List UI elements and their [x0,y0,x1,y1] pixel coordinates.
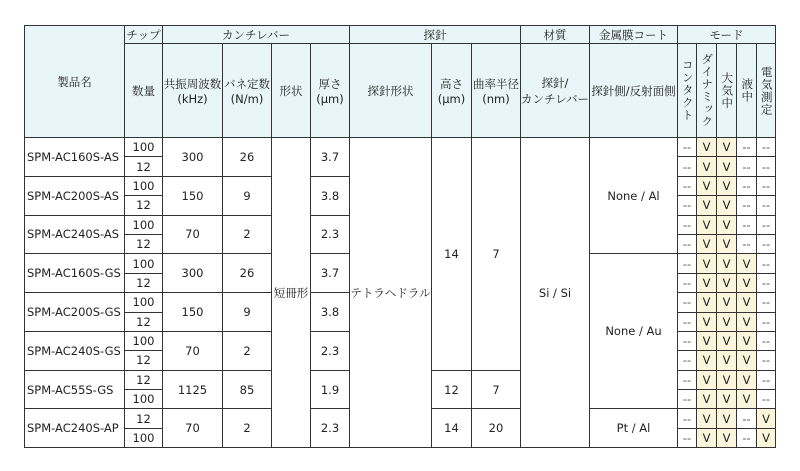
mode-label: コンタクト [680,59,695,122]
mode-cell: V [697,293,717,312]
mode-cell: V [737,293,757,312]
resonant-frequency: 300 [163,138,223,177]
mode-cell: V [737,254,757,273]
mode-cell: -- [678,273,697,292]
coating: Pt / Al [590,409,678,448]
product-name: SPM-AC200S-GS [25,293,125,332]
mode-cell: -- [678,293,697,312]
spring-constant: 2 [223,331,272,370]
mode-cell: V [717,331,737,350]
product-name: SPM-AC200S-AS [25,176,125,215]
mode-cell: -- [678,351,697,370]
chip-qty: 12 [125,312,163,331]
header-material: 材質 [521,26,590,44]
resonant-frequency: 150 [163,176,223,215]
coating: None / Al [590,138,678,254]
chip-qty: 12 [125,157,163,176]
mode-cell: -- [678,157,697,176]
mode-cell: V [697,176,717,195]
mode-cell: V [697,390,717,409]
tip-radius: 20 [472,409,521,448]
header-spring: バネ定数 (N/m) [223,44,272,138]
probe-height: 14 [432,138,472,371]
probe-height: 14 [432,409,472,448]
mode-cell: V [697,428,717,447]
mode-cell: -- [757,234,776,253]
resonant-frequency: 70 [163,409,223,448]
mode-cell: -- [757,390,776,409]
mode-cell: -- [678,390,697,409]
chip-qty: 100 [125,215,163,234]
mode-cell: -- [678,409,697,428]
mode-cell: -- [757,138,776,157]
mode-cell: -- [757,176,776,195]
mode-label: 電気測定 [759,65,774,116]
product-name: SPM-AC240S-AP [25,409,125,448]
header-material-sub: 探針/ カンチレバー [521,44,590,138]
mode-cell: -- [737,138,757,157]
header-mode: モード [678,26,776,44]
header-height: 高さ (μm) [432,44,472,138]
mode-cell: V [737,370,757,389]
header-coating-sub: 探針側/反射面側 [590,44,678,138]
header-product: 製品名 [25,26,125,138]
mode-cell: -- [757,273,776,292]
mode-cell: V [697,215,717,234]
mode-cell: -- [737,215,757,234]
mode-cell: V [737,273,757,292]
product-name: SPM-AC240S-GS [25,331,125,370]
mode-cell: V [697,234,717,253]
product-name: SPM-AC240S-AS [25,215,125,254]
chip-qty: 100 [125,331,163,350]
mode-cell: -- [737,176,757,195]
mode-cell: V [717,234,737,253]
mode-cell: V [697,254,717,273]
spring-constant: 85 [223,370,272,409]
header-shape: 形状 [272,44,311,138]
cantilever-shape: 短冊形 [272,138,311,448]
thickness: 2.3 [311,331,350,370]
chip-qty: 100 [125,428,163,447]
mode-cell: V [737,312,757,331]
mode-cell: V [737,351,757,370]
spec-table [24,25,776,448]
thickness: 3.7 [311,138,350,177]
mode-cell: -- [757,157,776,176]
resonant-frequency: 70 [163,331,223,370]
chip-qty: 12 [125,273,163,292]
mode-cell: -- [678,331,697,350]
spring-constant: 9 [223,176,272,215]
header-qty: 数量 [125,44,163,138]
mode-cell: V [717,390,737,409]
thickness: 2.3 [311,409,350,448]
table-row [25,138,776,157]
mode-cell: -- [678,138,697,157]
header-chip: チップ [126,27,161,42]
mode-cell: V [697,351,717,370]
mode-cell: -- [757,331,776,350]
header-mode-electric [757,44,776,138]
mode-cell: -- [737,234,757,253]
probe-shape: テトラヘドラル [350,138,432,448]
resonant-frequency: 300 [163,254,223,293]
mode-cell: V [737,390,757,409]
spring-constant: 26 [223,254,272,293]
header-mode-contact [678,44,697,138]
probe-height: 12 [432,370,472,409]
mode-cell: -- [757,370,776,389]
mode-cell: V [697,409,717,428]
header-cantilever: カンチレバー [163,26,350,44]
resonant-frequency: 70 [163,215,223,254]
chip-qty: 12 [125,409,163,428]
product-name: SPM-AC160S-AS [25,138,125,177]
mode-cell: -- [678,428,697,447]
chip-qty: 100 [125,390,163,409]
mode-cell: V [717,157,737,176]
chip-qty: 12 [125,196,163,215]
chip-qty: 100 [125,293,163,312]
header-mode-air [717,44,737,138]
mode-cell: V [757,428,776,447]
mode-cell: -- [678,254,697,273]
mode-cell: V [697,138,717,157]
mode-cell: -- [737,196,757,215]
mode-cell: -- [678,234,697,253]
mode-cell: V [697,157,717,176]
spring-constant: 9 [223,293,272,332]
tip-radius: 7 [472,370,521,409]
spring-constant: 2 [223,215,272,254]
mode-cell: V [717,196,737,215]
mode-label: ダイナミック [700,53,715,128]
mode-cell: -- [678,176,697,195]
header-freq: 共振周波数 (kHz) [163,44,223,138]
mode-cell: V [737,331,757,350]
coating: None / Au [590,254,678,409]
mode-cell: V [717,351,737,370]
chip-qty: 12 [125,351,163,370]
chip-qty: 100 [125,176,163,195]
resonant-frequency: 150 [163,293,223,332]
thickness: 2.3 [311,215,350,254]
resonant-frequency: 1125 [163,370,223,409]
header-coating: 金属膜コート [590,26,678,44]
spring-constant: 26 [223,138,272,177]
thickness: 1.9 [311,370,350,409]
mode-cell: -- [737,157,757,176]
product-name: SPM-AC160S-GS [25,254,125,293]
mode-cell: -- [757,215,776,234]
mode-cell: V [717,293,737,312]
header-mode-liquid [737,44,757,138]
mode-label: 液中 [740,78,755,103]
material: Si / Si [521,138,590,448]
tip-radius: 7 [472,138,521,371]
header-thickness: 厚さ (μm) [311,44,350,138]
mode-cell: V [717,215,737,234]
mode-cell: -- [737,409,757,428]
product-name: SPM-AC55S-GS [25,370,125,409]
mode-cell: -- [757,293,776,312]
mode-cell: -- [678,370,697,389]
mode-cell: V [717,273,737,292]
chip-qty: 12 [125,234,163,253]
chip-qty: 100 [125,254,163,273]
header-mode-dynamic [697,44,717,138]
mode-cell: V [697,331,717,350]
mode-cell: V [697,312,717,331]
header-probe: 探針 [350,26,521,44]
header-radius: 曲率半径 (nm) [472,44,521,138]
chip-qty: 12 [125,370,163,389]
mode-label: 大気中 [720,71,735,110]
mode-cell: -- [678,196,697,215]
mode-cell: V [717,370,737,389]
mode-cell: V [697,273,717,292]
thickness: 3.7 [311,254,350,293]
mode-cell: V [717,176,737,195]
mode-cell: -- [757,254,776,273]
mode-cell: V [757,409,776,428]
thickness: 3.8 [311,293,350,332]
mode-cell: -- [737,428,757,447]
mode-cell: -- [757,312,776,331]
spring-constant: 2 [223,409,272,448]
mode-cell: -- [678,312,697,331]
mode-cell: V [717,312,737,331]
mode-cell: -- [678,215,697,234]
mode-cell: -- [757,351,776,370]
mode-cell: V [717,254,737,273]
mode-cell: V [717,138,737,157]
chip-qty: 100 [125,138,163,157]
mode-cell: -- [757,196,776,215]
mode-cell: V [717,409,737,428]
mode-cell: V [697,196,717,215]
header-probe-shape: 探針形状 [350,44,432,138]
thickness: 3.8 [311,176,350,215]
mode-cell: V [697,370,717,389]
mode-cell: V [717,428,737,447]
